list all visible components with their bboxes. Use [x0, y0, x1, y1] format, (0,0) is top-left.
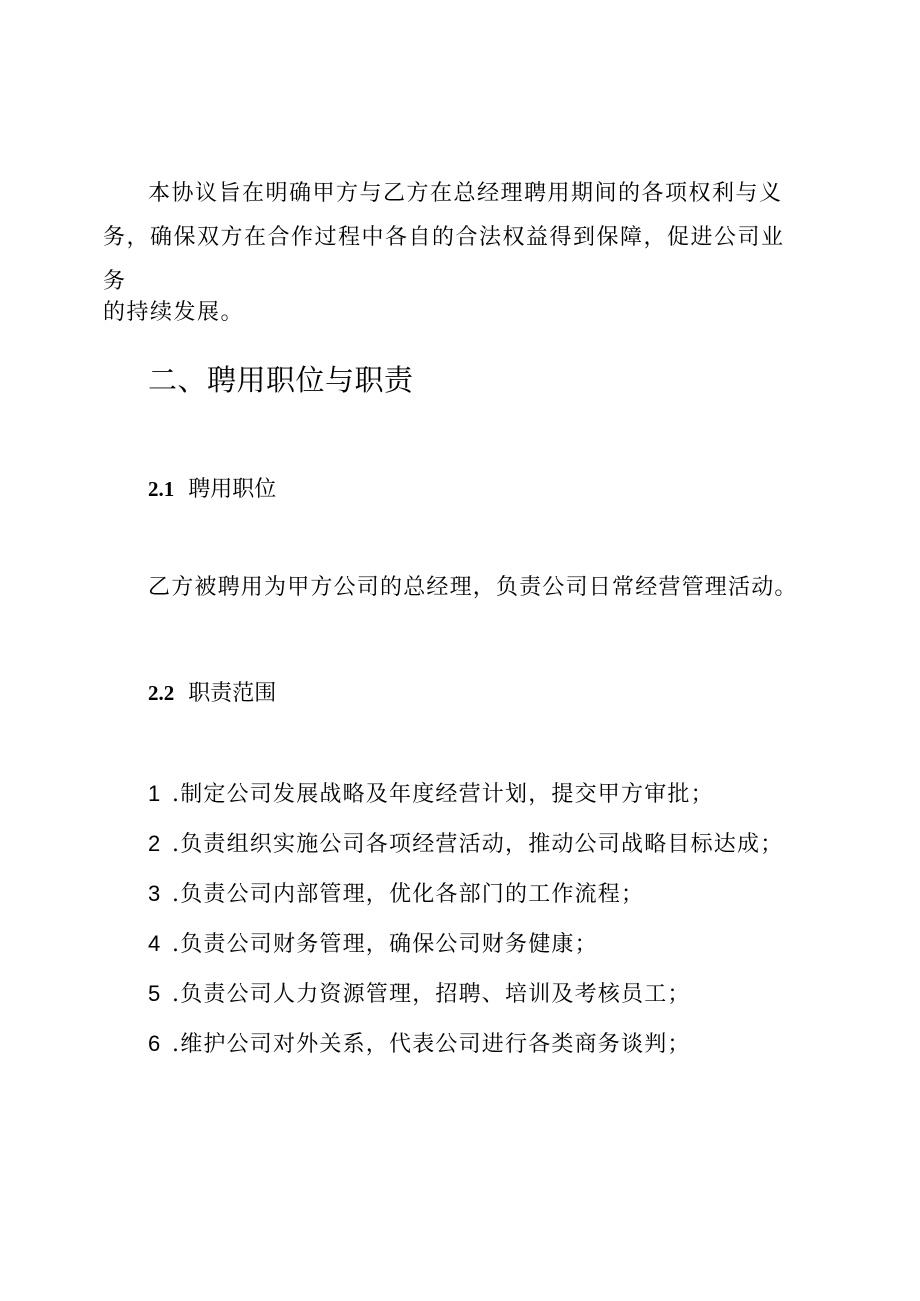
item-text: .负责组织实施公司各项经营活动，推动公司战略目标达成；: [172, 832, 784, 857]
item-number: 2: [148, 831, 162, 856]
list-item: [148, 828, 783, 878]
list-item: [148, 928, 783, 978]
list-item: [148, 778, 783, 828]
section-title: 二、聘用职位与职责: [148, 363, 414, 397]
list-item: [148, 1028, 783, 1078]
item-number: 3: [148, 881, 162, 906]
item-text: .维护公司对外关系，代表公司进行各类商务谈判；: [172, 1032, 691, 1057]
intro-line-3: 的持续发展。: [103, 300, 245, 325]
list-item: [148, 978, 783, 1028]
list-item: [148, 878, 783, 928]
duties-list: [148, 778, 783, 1078]
intro-line-1: 本协议旨在明确甲方与乙方在总经理聘用期间的各项权利与义: [148, 181, 783, 206]
item-text: .负责公司内部管理，优化各部门的工作流程；: [172, 882, 645, 907]
subsection-number: 2.1: [148, 477, 175, 501]
subsection-heading-2-1: [148, 472, 276, 503]
position-paragraph: 乙方被聘用为甲方公司的总经理，负责公司日常经营管理活动。: [148, 575, 798, 600]
subsection-heading-2-2: [148, 676, 276, 707]
item-number: 1: [148, 781, 162, 806]
subsection-number: 2.2: [148, 681, 175, 705]
subsection-title: 职责范围: [188, 681, 277, 706]
item-number: 4: [148, 931, 162, 956]
intro-line-2: 务，确保双方在合作过程中各自的合法权益得到保障，促进公司业务: [103, 225, 785, 294]
subsection-title: 聘用职位: [188, 477, 277, 502]
item-text: .负责公司财务管理，确保公司财务健康；: [172, 932, 598, 957]
item-number: 6: [148, 1031, 162, 1056]
item-text: .负责公司人力资源管理，招聘、培训及考核员工；: [172, 982, 691, 1007]
item-text: .制定公司发展战略及年度经营计划，提交甲方审批；: [172, 782, 714, 807]
intro-paragraph: [103, 172, 803, 328]
item-number: 5: [148, 981, 162, 1006]
